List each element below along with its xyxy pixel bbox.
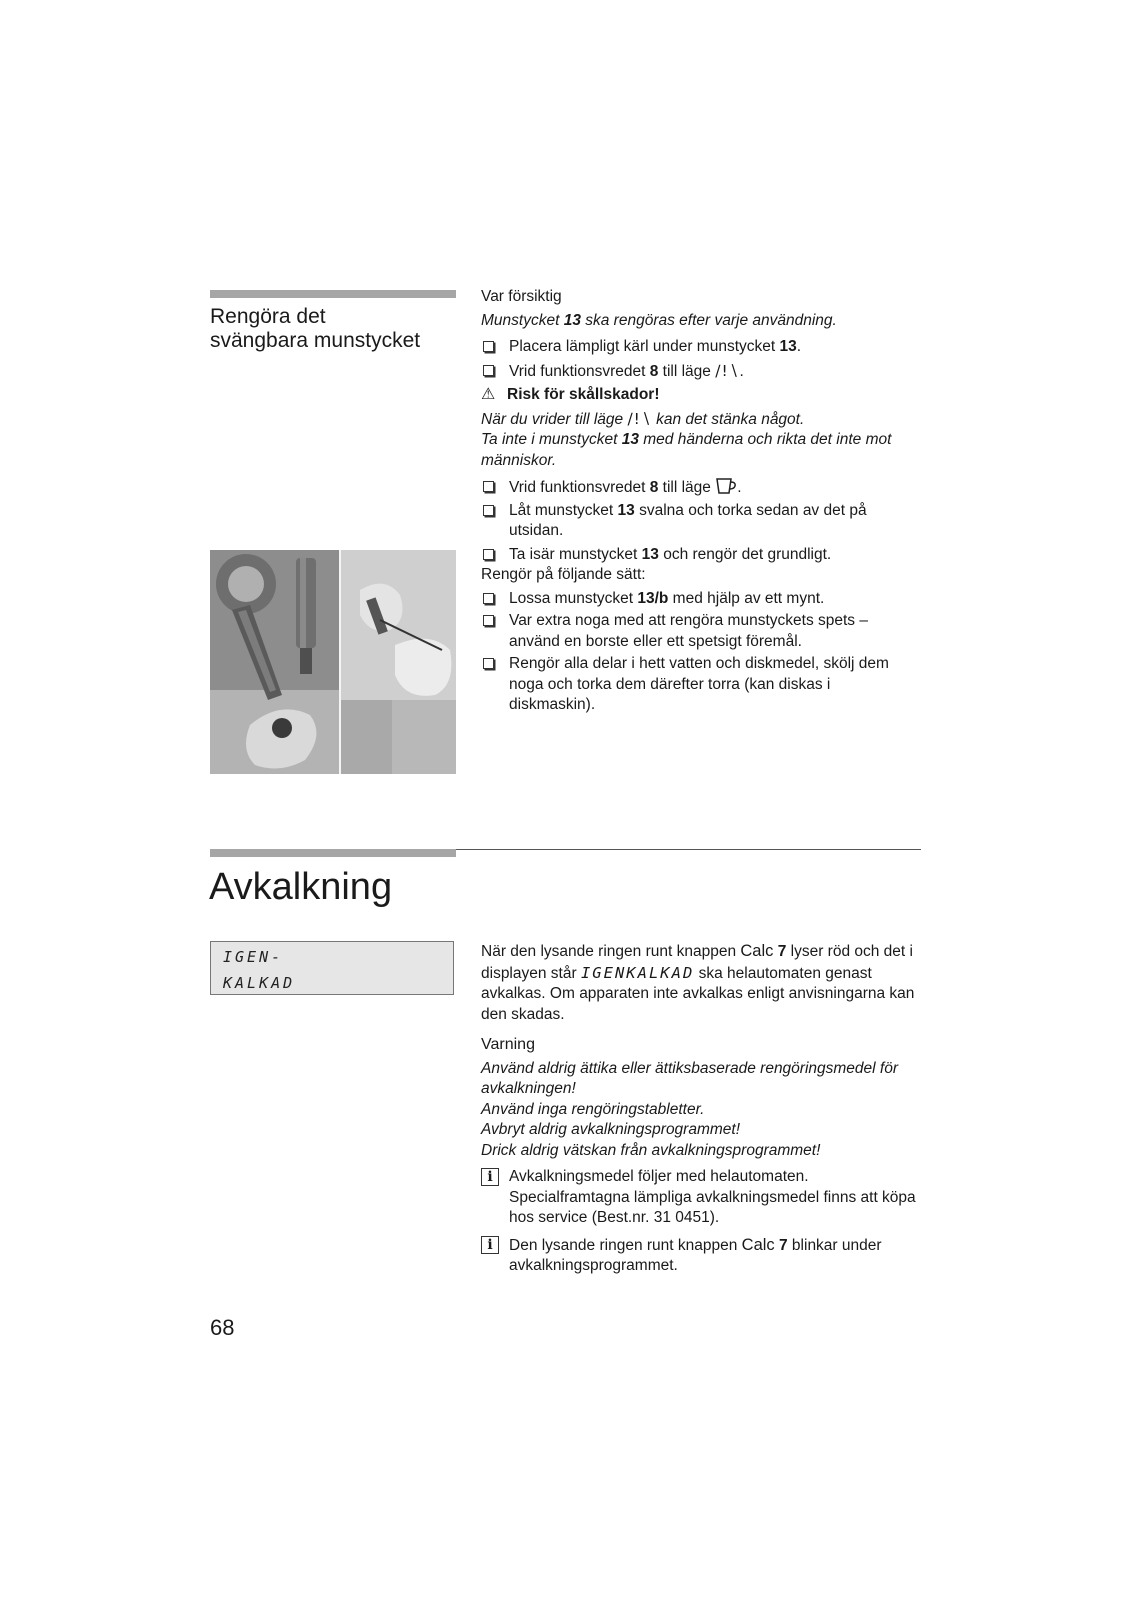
cleaning-instructions <box>481 287 921 716</box>
cup-icon <box>715 477 737 495</box>
checkbox-icon <box>483 505 494 516</box>
step-disassemble: Ta isär munstycket 13 och rengör det grundligt. <box>481 545 921 566</box>
page-number: 68 <box>210 1315 235 1340</box>
checkbox-icon <box>483 365 494 376</box>
descaling-instructions <box>481 941 921 1277</box>
steam-position-icon: ∕!∖ <box>627 409 652 428</box>
sub-step-loosen: Lossa munstycket 13/b med hjälp av ett mynt. <box>481 589 921 610</box>
lcd-display <box>210 941 454 995</box>
warning-heading: Varning <box>481 1036 535 1053</box>
display-text-inline: IGENKALKAD <box>580 963 695 982</box>
warning-line-1: Använd aldrig ättika eller ättiksbaserade rengöringsmedel för avkalkningen! <box>481 1059 899 1097</box>
caution-heading: Var försiktig <box>481 288 562 305</box>
lcd-line-1: IGEN- <box>223 948 284 966</box>
checkbox-icon <box>483 593 494 604</box>
scald-warning-text-2: Ta inte i munstycket 13 med händerna och rikta det inte mot människor. <box>481 431 892 469</box>
checkbox-icon <box>483 615 494 626</box>
sub-step-wash: Rengör alla delar i hett vatten och diskmedel, skölj dem noga och torka dem därefter torra (kan diskas i diskmaskin). <box>481 654 909 716</box>
step-turn-knob-steam: Vrid funktionsvredet 8 till läge ∕!∖. <box>481 361 921 383</box>
checkbox-icon <box>483 481 494 492</box>
section-rule-descaling <box>210 849 456 857</box>
descaling-intro: När den lysande ringen runt knappen Calc 7 lyser röd och det i displayen står IGENKALKAD ska helautomaten genast avkalkas. Om apparaten inte avkalkas enligt anvisningarna kan den skadas. <box>481 942 915 1023</box>
step-place-container: Placera lämpligt kärl under munstycket 13. <box>481 337 921 358</box>
section-rule-descaling-thin <box>456 849 921 850</box>
lcd-line-2: KALKAD <box>223 974 296 992</box>
info-icon: i <box>481 1168 499 1186</box>
calc-button-label: Calc <box>741 1235 775 1254</box>
calc-button-label: Calc <box>740 942 774 960</box>
nozzle-photo-graphic <box>210 550 456 774</box>
nozzle-cleaning-photo <box>210 550 456 774</box>
checkbox-icon <box>483 549 494 560</box>
clean-intro: Rengör på följande sätt: <box>481 566 646 583</box>
step-turn-knob-cup: Vrid funktionsvredet 8 till läge . <box>481 477 921 499</box>
warning-triangle-icon: ⚠ <box>481 384 496 403</box>
section-rule-top <box>210 290 456 298</box>
info-note-2: i Den lysande ringen runt knappen Calc 7 blinkar under avkalkningsprogrammet. <box>481 1235 929 1277</box>
steam-position-icon: ∕!∖ <box>715 361 740 380</box>
warning-line-2: Använd inga rengöringstabletter. <box>481 1100 705 1118</box>
info-icon: i <box>481 1236 499 1254</box>
info-note-1: i Avkalkningsmedel följer med helautomaten. Specialframtagna lämpliga avkalkningsmedel finns att köpa hos service (Best.nr. 31 0451). <box>481 1167 929 1229</box>
warning-line-3: Avbryt aldrig avkalkningsprogrammet! <box>481 1121 741 1138</box>
checkbox-icon <box>483 658 494 669</box>
caution-text: Munstycket 13 ska rengöras efter varje användning. <box>481 311 837 329</box>
scald-warning-heading: ⚠ Risk för skållskador! <box>481 384 660 403</box>
sub-step-clean-tip: Var extra noga med att rengöra munstyckets spets – använd en borste eller ett spetsigt föremål. <box>481 611 909 652</box>
section-title-cleaning: Rengöra det svängbara munstycket <box>210 305 421 352</box>
step-cool-and-wipe: Låt munstycket 13 svalna och torka sedan av det på utsidan. <box>481 501 921 542</box>
checkbox-icon <box>483 341 494 352</box>
page-title-descaling: Avkalkning <box>209 866 393 908</box>
warning-line-4: Drick aldrig vätskan från avkalkningsprogrammet! <box>481 1141 821 1159</box>
scald-warning-text-1: När du vrider till läge ∕!∖ kan det stänka något. <box>481 409 805 428</box>
